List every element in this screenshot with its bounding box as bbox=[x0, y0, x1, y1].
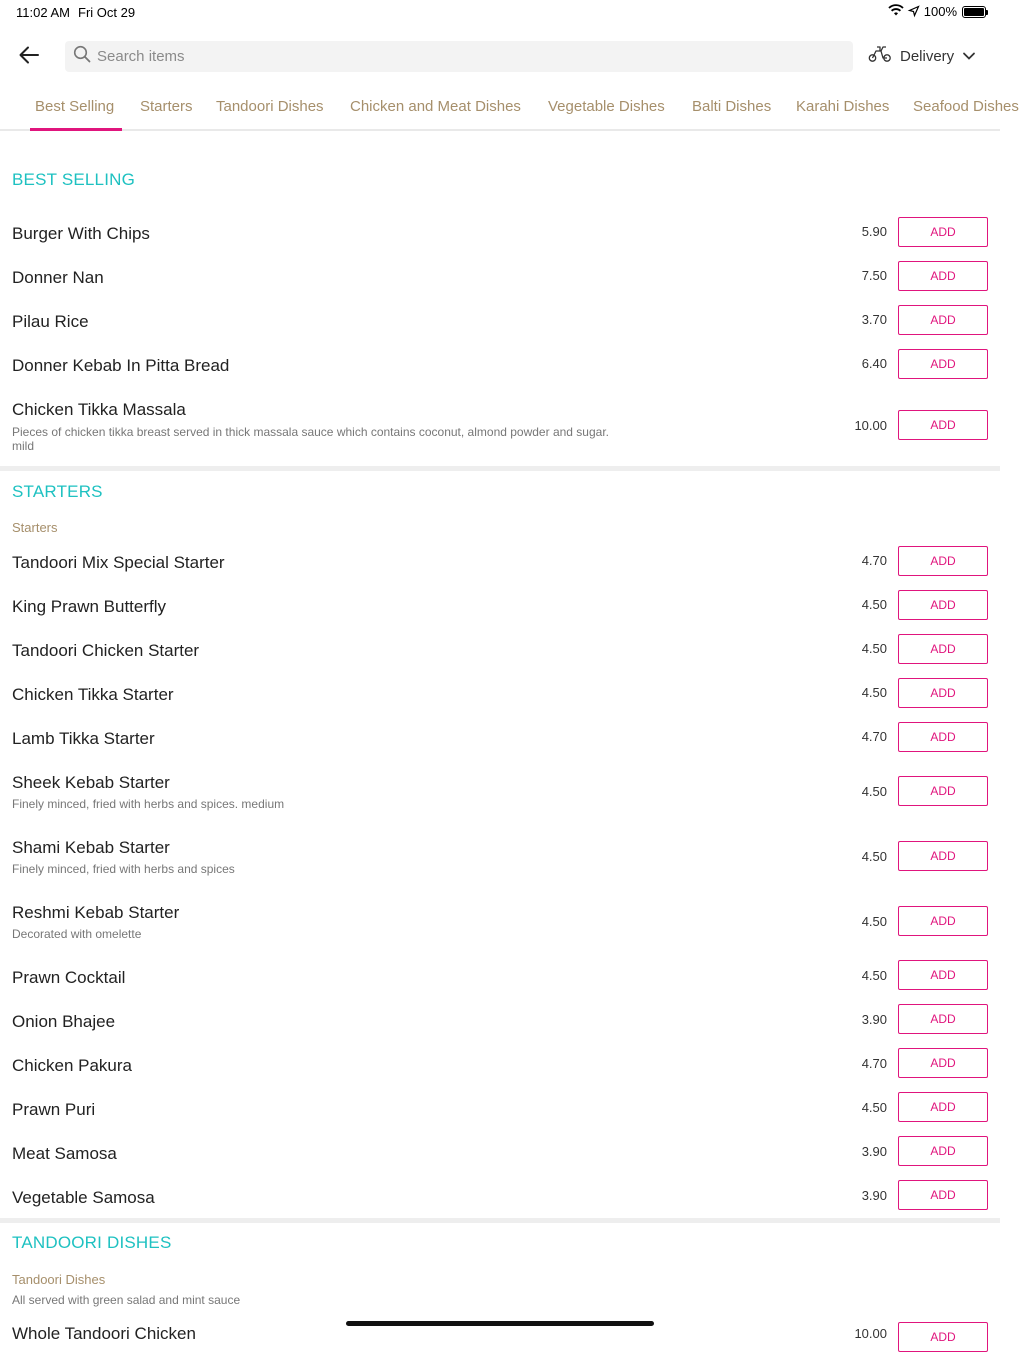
item-name: Chicken Tikka Massala bbox=[12, 400, 186, 419]
item-price: 3.90 bbox=[861, 1188, 887, 1203]
item-name: King Prawn Butterfly bbox=[12, 597, 167, 616]
item-name: Vegetable Samosa bbox=[12, 1188, 155, 1207]
battery-fill bbox=[964, 8, 984, 16]
tab-tandoori-dishes[interactable]: Tandoori Dishes bbox=[216, 98, 324, 115]
tab-vegetable-dishes[interactable]: Vegetable Dishes bbox=[548, 98, 665, 115]
back-button[interactable] bbox=[14, 42, 44, 72]
item-price: 4.70 bbox=[861, 553, 887, 568]
item-price: 4.70 bbox=[861, 1056, 887, 1071]
item-price: 4.50 bbox=[861, 641, 887, 656]
location-arrow-icon bbox=[909, 4, 919, 19]
item-price: 4.50 bbox=[861, 685, 887, 700]
add-button[interactable]: ADD bbox=[898, 1136, 988, 1166]
item-name: Tandoori Mix Special Starter bbox=[12, 553, 225, 572]
add-button[interactable]: ADD bbox=[898, 349, 988, 379]
section-title-starters: STARTERS bbox=[12, 482, 103, 501]
add-button[interactable]: ADD bbox=[898, 678, 988, 708]
section-divider bbox=[0, 466, 1000, 471]
delivery-selector[interactable] bbox=[868, 45, 976, 67]
add-button[interactable]: ADD bbox=[898, 722, 988, 752]
tab-chicken-and-meat-dishes[interactable]: Chicken and Meat Dishes bbox=[350, 98, 521, 115]
search-box[interactable] bbox=[65, 41, 853, 72]
status-time: 11:02 AM bbox=[16, 5, 70, 20]
chevron-down-icon bbox=[962, 48, 976, 65]
battery-percent: 100% bbox=[923, 4, 957, 19]
item-price: 4.50 bbox=[861, 597, 887, 612]
section-subtitle: Starters bbox=[12, 520, 58, 535]
add-button[interactable]: ADD bbox=[898, 776, 988, 806]
item-name: Whole Tandoori Chicken bbox=[12, 1324, 196, 1343]
header bbox=[0, 36, 1000, 76]
item-description: Finely minced, fried with herbs and spices. medium bbox=[12, 797, 285, 811]
add-button[interactable]: ADD bbox=[898, 960, 988, 990]
item-description: Decorated with omelette bbox=[12, 927, 142, 941]
add-button[interactable]: ADD bbox=[898, 841, 988, 871]
item-price: 4.50 bbox=[861, 1100, 887, 1115]
item-price: 4.50 bbox=[861, 914, 887, 929]
item-description: Finely minced, fried with herbs and spices bbox=[12, 862, 235, 876]
tab-seafood-dishes[interactable]: Seafood Dishes bbox=[913, 98, 1019, 115]
status-indicators bbox=[888, 4, 986, 19]
add-button[interactable]: ADD bbox=[898, 305, 988, 335]
add-button[interactable]: ADD bbox=[898, 906, 988, 936]
arrow-left-icon bbox=[19, 46, 39, 69]
item-name: Burger With Chips bbox=[12, 224, 150, 243]
status-date: Fri Oct 29 bbox=[78, 5, 136, 20]
search-input[interactable] bbox=[97, 48, 797, 65]
add-button[interactable]: ADD bbox=[898, 1048, 988, 1078]
section-title-best-selling: BEST SELLING bbox=[12, 170, 136, 189]
item-price: 5.90 bbox=[861, 224, 887, 239]
item-price: 4.50 bbox=[861, 849, 887, 864]
category-tabs bbox=[0, 88, 1019, 131]
wifi-icon bbox=[888, 4, 904, 19]
item-price: 10.00 bbox=[854, 1326, 887, 1341]
add-button[interactable]: ADD bbox=[898, 1322, 988, 1352]
item-name: Tandoori Chicken Starter bbox=[12, 641, 200, 660]
tab-karahi-dishes[interactable]: Karahi Dishes bbox=[796, 98, 890, 115]
add-button[interactable]: ADD bbox=[898, 217, 988, 247]
tab-best-selling[interactable]: Best Selling bbox=[35, 98, 115, 115]
item-name: Donner Kebab In Pitta Bread bbox=[12, 356, 230, 375]
scooter-icon bbox=[868, 45, 892, 67]
item-price: 4.70 bbox=[861, 729, 887, 744]
item-price: 7.50 bbox=[861, 268, 887, 283]
section-note: All served with green salad and mint sauce bbox=[12, 1293, 241, 1307]
add-button[interactable]: ADD bbox=[898, 590, 988, 620]
item-name: Prawn Cocktail bbox=[12, 968, 126, 987]
add-button[interactable]: ADD bbox=[898, 261, 988, 291]
item-name: Shami Kebab Starter bbox=[12, 838, 170, 857]
add-button[interactable]: ADD bbox=[898, 546, 988, 576]
item-price: 3.90 bbox=[861, 1144, 887, 1159]
tab-balti-dishes[interactable]: Balti Dishes bbox=[692, 98, 772, 115]
add-button[interactable]: ADD bbox=[898, 1092, 988, 1122]
item-description: Pieces of chicken tikka breast served in thick massala sauce which contains coconut, almond powder and sugar. mild bbox=[12, 425, 609, 453]
status-bar bbox=[0, 0, 1000, 24]
section-title-tandoori-dishes: TANDOORI DISHES bbox=[12, 1233, 172, 1252]
tab-starters[interactable]: Starters bbox=[140, 98, 193, 115]
item-price: 4.50 bbox=[861, 968, 887, 983]
item-price: 3.70 bbox=[861, 312, 887, 327]
item-name: Lamb Tikka Starter bbox=[12, 729, 155, 748]
home-indicator bbox=[346, 1321, 654, 1326]
item-name: Chicken Pakura bbox=[12, 1056, 133, 1075]
item-price: 6.40 bbox=[861, 356, 887, 371]
item-name: Prawn Puri bbox=[12, 1100, 96, 1119]
item-price: 4.50 bbox=[861, 784, 887, 799]
section-subtitle: Tandoori Dishes bbox=[12, 1272, 106, 1287]
section-divider bbox=[0, 1218, 1000, 1223]
search-icon bbox=[73, 45, 91, 68]
item-name: Onion Bhajee bbox=[12, 1012, 116, 1031]
item-price: 3.90 bbox=[861, 1012, 887, 1027]
item-name: Donner Nan bbox=[12, 268, 104, 287]
item-name: Reshmi Kebab Starter bbox=[12, 903, 180, 922]
item-name: Meat Samosa bbox=[12, 1144, 117, 1163]
item-name: Chicken Tikka Starter bbox=[12, 685, 174, 704]
add-button[interactable]: ADD bbox=[898, 1004, 988, 1034]
add-button[interactable]: ADD bbox=[898, 1180, 988, 1210]
battery-icon bbox=[962, 6, 986, 18]
item-name: Sheek Kebab Starter bbox=[12, 773, 170, 792]
add-button[interactable]: ADD bbox=[898, 410, 988, 440]
item-price: 10.00 bbox=[854, 418, 887, 433]
item-name: Pilau Rice bbox=[12, 312, 89, 331]
delivery-label: Delivery bbox=[900, 47, 955, 65]
active-tab-indicator bbox=[30, 128, 122, 131]
add-button[interactable]: ADD bbox=[898, 634, 988, 664]
